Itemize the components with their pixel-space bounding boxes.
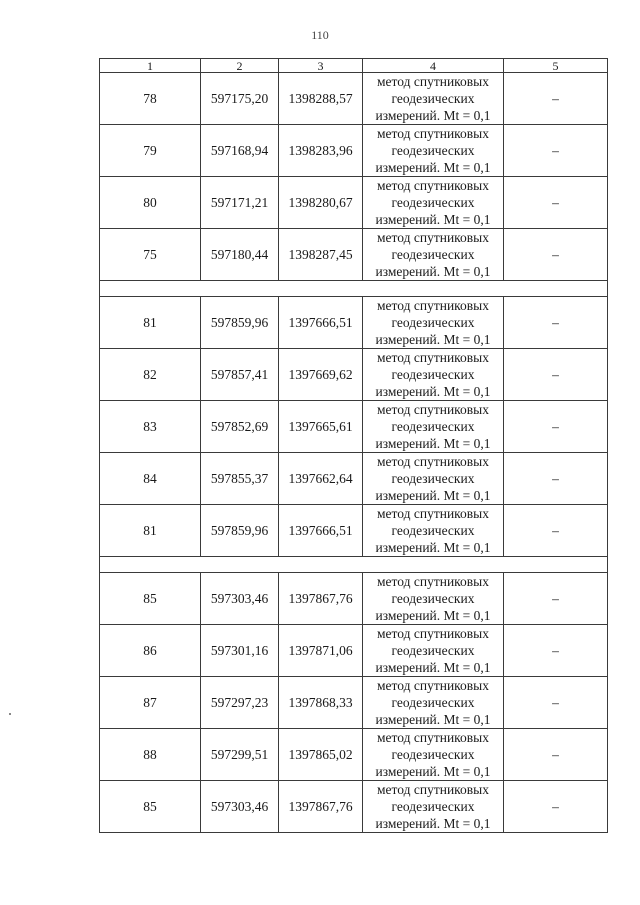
x-coordinate-cell: 597303,46 [201, 781, 279, 833]
method-cell [363, 573, 504, 625]
note-cell: – [504, 453, 608, 505]
method-line: измерений. Mt = 0,1 [375, 660, 491, 675]
method-line: метод спутниковых [377, 730, 489, 745]
table-row [100, 349, 608, 401]
method-line: геодезических [391, 591, 475, 606]
table-row [100, 229, 608, 281]
point-number-cell: 82 [100, 349, 201, 401]
y-coordinate-cell: 1397666,51 [279, 297, 363, 349]
method-line: измерений. Mt = 0,1 [375, 712, 491, 727]
point-number-cell: 83 [100, 401, 201, 453]
note-cell: – [504, 229, 608, 281]
point-number-cell: 80 [100, 177, 201, 229]
table-row [100, 677, 608, 729]
method-line: измерений. Mt = 0,1 [375, 264, 491, 279]
method-cell [363, 625, 504, 677]
method-line: метод спутниковых [377, 74, 489, 89]
note-cell: – [504, 401, 608, 453]
method-line: измерений. Mt = 0,1 [375, 212, 491, 227]
method-line: метод спутниковых [377, 678, 489, 693]
note-cell: – [504, 781, 608, 833]
table-row [100, 781, 608, 833]
method-line: метод спутниковых [377, 506, 489, 521]
group-separator [100, 557, 608, 573]
x-coordinate-cell: 597852,69 [201, 401, 279, 453]
point-number-cell: 81 [100, 297, 201, 349]
method-line: измерений. Mt = 0,1 [375, 608, 491, 623]
method-line: геодезических [391, 91, 475, 106]
method-line: измерений. Mt = 0,1 [375, 384, 491, 399]
x-coordinate-cell: 597303,46 [201, 573, 279, 625]
y-coordinate-cell: 1398287,45 [279, 229, 363, 281]
method-line: измерений. Mt = 0,1 [375, 436, 491, 451]
x-coordinate-cell: 597301,16 [201, 625, 279, 677]
y-coordinate-cell: 1397666,51 [279, 505, 363, 557]
point-number-cell: 86 [100, 625, 201, 677]
method-line: измерений. Mt = 0,1 [375, 540, 491, 555]
x-coordinate-cell: 597297,23 [201, 677, 279, 729]
y-coordinate-cell: 1397867,76 [279, 573, 363, 625]
method-line: геодезических [391, 247, 475, 262]
method-cell [363, 453, 504, 505]
method-line: метод спутниковых [377, 454, 489, 469]
x-coordinate-cell: 597857,41 [201, 349, 279, 401]
method-line: метод спутниковых [377, 230, 489, 245]
point-number-cell: 87 [100, 677, 201, 729]
method-line: геодезических [391, 643, 475, 658]
method-cell [363, 781, 504, 833]
y-coordinate-cell: 1397669,62 [279, 349, 363, 401]
table-row [100, 401, 608, 453]
method-line: измерений. Mt = 0,1 [375, 816, 491, 831]
table-row [100, 73, 608, 125]
x-coordinate-cell: 597175,20 [201, 73, 279, 125]
method-line: геодезических [391, 799, 475, 814]
method-cell [363, 505, 504, 557]
method-cell [363, 177, 504, 229]
method-line: измерений. Mt = 0,1 [375, 108, 491, 123]
note-cell: – [504, 505, 608, 557]
header-col-4: 4 [363, 59, 504, 73]
method-line: геодезических [391, 523, 475, 538]
group-separator [100, 281, 608, 297]
table-row [100, 453, 608, 505]
note-cell: – [504, 125, 608, 177]
y-coordinate-cell: 1397662,64 [279, 453, 363, 505]
method-cell [363, 401, 504, 453]
method-line: метод спутниковых [377, 626, 489, 641]
point-number-cell: 79 [100, 125, 201, 177]
x-coordinate-cell: 597168,94 [201, 125, 279, 177]
note-cell: – [504, 573, 608, 625]
point-number-cell: 85 [100, 573, 201, 625]
method-line: геодезических [391, 195, 475, 210]
note-cell: – [504, 349, 608, 401]
header-col-1: 1 [100, 59, 201, 73]
table-row [100, 625, 608, 677]
y-coordinate-cell: 1398283,96 [279, 125, 363, 177]
y-coordinate-cell: 1397665,61 [279, 401, 363, 453]
y-coordinate-cell: 1397868,33 [279, 677, 363, 729]
table-row [100, 505, 608, 557]
y-coordinate-cell: 1398288,57 [279, 73, 363, 125]
point-number-cell: 84 [100, 453, 201, 505]
page-number: 110 [311, 28, 329, 42]
table-row [100, 573, 608, 625]
method-line: геодезических [391, 747, 475, 762]
method-line: метод спутниковых [377, 126, 489, 141]
method-cell [363, 729, 504, 781]
y-coordinate-cell: 1398280,67 [279, 177, 363, 229]
header-col-3: 3 [279, 59, 363, 73]
method-cell [363, 297, 504, 349]
note-cell: – [504, 677, 608, 729]
group-separator-cell [100, 281, 608, 297]
method-line: измерений. Mt = 0,1 [375, 160, 491, 175]
method-line: метод спутниковых [377, 178, 489, 193]
x-coordinate-cell: 597855,37 [201, 453, 279, 505]
y-coordinate-cell: 1397865,02 [279, 729, 363, 781]
point-number-cell: 75 [100, 229, 201, 281]
point-number-cell: 88 [100, 729, 201, 781]
method-cell [363, 125, 504, 177]
method-line: геодезических [391, 471, 475, 486]
x-coordinate-cell: 597299,51 [201, 729, 279, 781]
method-line: геодезических [391, 419, 475, 434]
method-cell [363, 349, 504, 401]
note-cell: – [504, 729, 608, 781]
method-line: геодезических [391, 315, 475, 330]
header-col-5: 5 [504, 59, 608, 73]
scan-speck [9, 713, 11, 715]
method-line: метод спутниковых [377, 574, 489, 589]
x-coordinate-cell: 597859,96 [201, 297, 279, 349]
method-line: геодезических [391, 367, 475, 382]
method-line: геодезических [391, 695, 475, 710]
y-coordinate-cell: 1397867,76 [279, 781, 363, 833]
method-line: измерений. Mt = 0,1 [375, 332, 491, 347]
table-row [100, 297, 608, 349]
point-number-cell: 81 [100, 505, 201, 557]
header-col-2: 2 [201, 59, 279, 73]
group-separator-cell [100, 557, 608, 573]
method-line: метод спутниковых [377, 402, 489, 417]
note-cell: – [504, 177, 608, 229]
method-line: метод спутниковых [377, 350, 489, 365]
table-row [100, 177, 608, 229]
coordinates-table [99, 58, 608, 833]
x-coordinate-cell: 597171,21 [201, 177, 279, 229]
method-line: метод спутниковых [377, 782, 489, 797]
table-header-row [100, 59, 608, 73]
method-line: геодезических [391, 143, 475, 158]
method-line: измерений. Mt = 0,1 [375, 764, 491, 779]
method-cell [363, 229, 504, 281]
note-cell: – [504, 73, 608, 125]
x-coordinate-cell: 597180,44 [201, 229, 279, 281]
method-cell [363, 677, 504, 729]
note-cell: – [504, 297, 608, 349]
x-coordinate-cell: 597859,96 [201, 505, 279, 557]
point-number-cell: 78 [100, 73, 201, 125]
point-number-cell: 85 [100, 781, 201, 833]
table-row [100, 125, 608, 177]
y-coordinate-cell: 1397871,06 [279, 625, 363, 677]
note-cell: – [504, 625, 608, 677]
table-row [100, 729, 608, 781]
method-line: метод спутниковых [377, 298, 489, 313]
method-line: измерений. Mt = 0,1 [375, 488, 491, 503]
method-cell [363, 73, 504, 125]
